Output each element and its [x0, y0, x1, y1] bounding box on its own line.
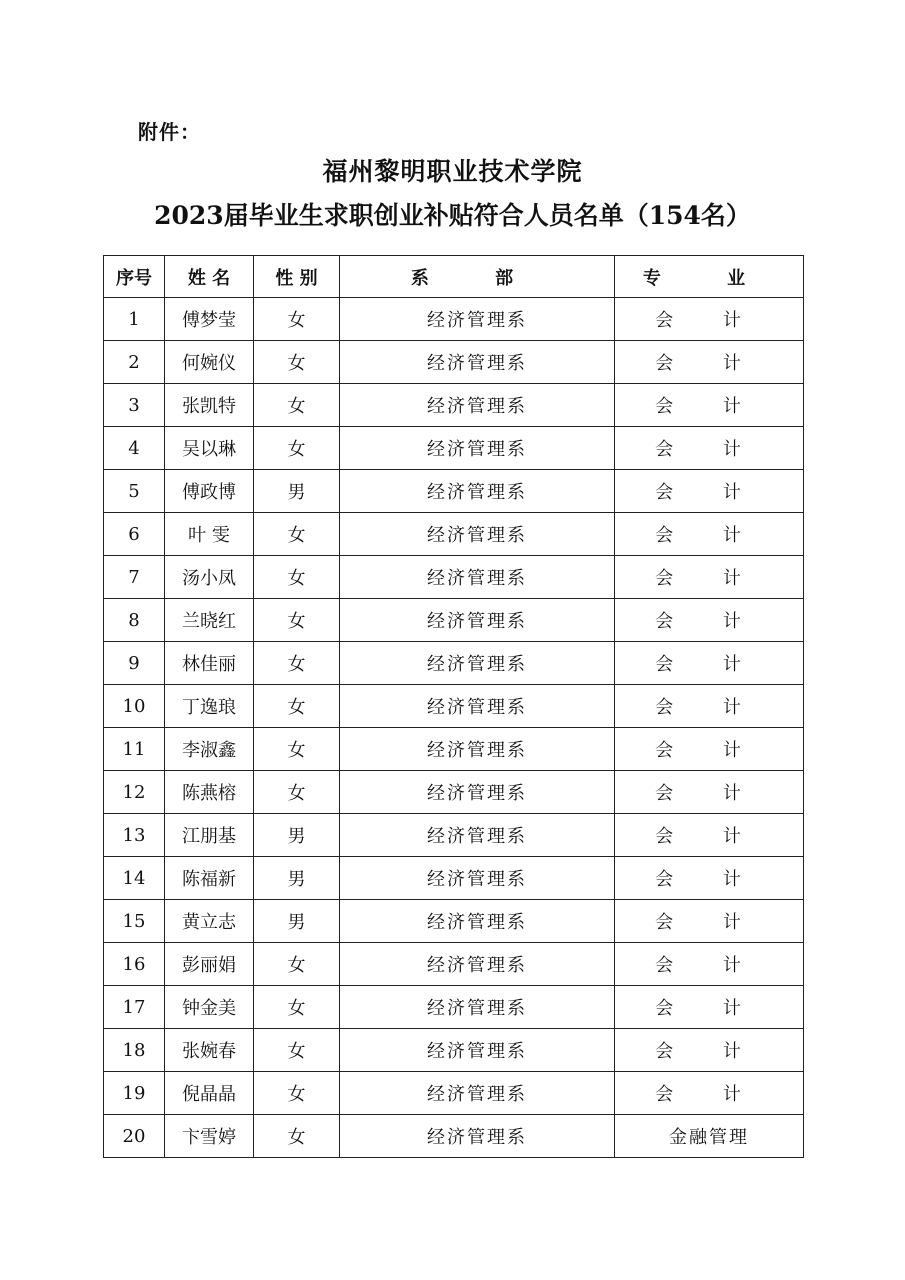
cell-gender: 女 — [254, 341, 340, 384]
cell-name: 何婉仪 — [165, 341, 254, 384]
cell-department: 经济管理系 — [340, 470, 615, 513]
cell-department: 经济管理系 — [340, 1029, 615, 1072]
cell-index: 15 — [104, 900, 165, 943]
cell-index: 16 — [104, 943, 165, 986]
cell-gender: 女 — [254, 298, 340, 341]
table-row — [104, 556, 804, 599]
cell-major: 会 计 — [615, 341, 804, 384]
cell-index: 13 — [104, 814, 165, 857]
cell-name: 林佳丽 — [165, 642, 254, 685]
table-row — [104, 986, 804, 1029]
cell-major: 会 计 — [615, 470, 804, 513]
cell-major: 会 计 — [615, 814, 804, 857]
cell-department: 经济管理系 — [340, 986, 615, 1029]
table-row — [104, 1072, 804, 1115]
cell-name: 傅梦莹 — [165, 298, 254, 341]
table-row — [104, 728, 804, 771]
cell-gender: 女 — [254, 642, 340, 685]
cell-name: 黄立志 — [165, 900, 254, 943]
cell-department: 经济管理系 — [340, 556, 615, 599]
cell-department: 经济管理系 — [340, 642, 615, 685]
cell-gender: 女 — [254, 771, 340, 814]
cell-major: 会 计 — [615, 857, 804, 900]
cell-major: 会 计 — [615, 427, 804, 470]
document-subtitle: 2023届毕业生求职创业补贴符合人员名单（154名） — [154, 201, 751, 230]
cell-index: 10 — [104, 685, 165, 728]
cell-index: 17 — [104, 986, 165, 1029]
cell-major: 会 计 — [615, 642, 804, 685]
cell-department: 经济管理系 — [340, 943, 615, 986]
cell-index: 18 — [104, 1029, 165, 1072]
cell-index: 6 — [104, 513, 165, 556]
table-row — [104, 685, 804, 728]
cell-department: 经济管理系 — [340, 298, 615, 341]
cell-major: 会 计 — [615, 513, 804, 556]
cell-major: 金融管理 — [615, 1115, 804, 1158]
cell-index: 3 — [104, 384, 165, 427]
cell-gender: 女 — [254, 1115, 340, 1158]
cell-name: 兰晓红 — [165, 599, 254, 642]
cell-index: 19 — [104, 1072, 165, 1115]
table-row — [104, 427, 804, 470]
cell-major: 会 计 — [615, 685, 804, 728]
roster-body — [104, 298, 804, 1158]
cell-gender: 女 — [254, 728, 340, 771]
cell-name: 吴以琳 — [165, 427, 254, 470]
cell-gender: 男 — [254, 814, 340, 857]
cell-department: 经济管理系 — [340, 814, 615, 857]
cell-name: 陈燕榕 — [165, 771, 254, 814]
cell-department: 经济管理系 — [340, 857, 615, 900]
cell-department: 经济管理系 — [340, 513, 615, 556]
cell-name: 陈福新 — [165, 857, 254, 900]
header-major: 专 业 — [615, 256, 804, 298]
cell-major: 会 计 — [615, 384, 804, 427]
header-name: 姓 名 — [165, 256, 254, 298]
cell-name: 张婉春 — [165, 1029, 254, 1072]
table-row — [104, 943, 804, 986]
cell-gender: 女 — [254, 1029, 340, 1072]
cell-name: 丁逸琅 — [165, 685, 254, 728]
cell-department: 经济管理系 — [340, 384, 615, 427]
cell-major: 会 计 — [615, 599, 804, 642]
table-row — [104, 1115, 804, 1158]
table-row — [104, 513, 804, 556]
cell-major: 会 计 — [615, 556, 804, 599]
cell-major: 会 计 — [615, 943, 804, 986]
table-header-row — [104, 256, 804, 298]
cell-index: 2 — [104, 341, 165, 384]
cell-gender: 女 — [254, 427, 340, 470]
cell-index: 8 — [104, 599, 165, 642]
cell-index: 11 — [104, 728, 165, 771]
cell-name: 卞雪婷 — [165, 1115, 254, 1158]
document-title: 福州黎明职业技术学院 — [322, 157, 583, 186]
cell-index: 5 — [104, 470, 165, 513]
cell-department: 经济管理系 — [340, 685, 615, 728]
cell-department: 经济管理系 — [340, 341, 615, 384]
roster-table — [103, 255, 804, 1158]
cell-name: 钟金美 — [165, 986, 254, 1029]
cell-gender: 女 — [254, 513, 340, 556]
cell-index: 9 — [104, 642, 165, 685]
cell-gender: 女 — [254, 1072, 340, 1115]
cell-department: 经济管理系 — [340, 1115, 615, 1158]
table-row — [104, 384, 804, 427]
cell-gender: 男 — [254, 857, 340, 900]
cell-department: 经济管理系 — [340, 1072, 615, 1115]
cell-major: 会 计 — [615, 1072, 804, 1115]
table-row — [104, 771, 804, 814]
cell-index: 1 — [104, 298, 165, 341]
table-row — [104, 642, 804, 685]
cell-gender: 女 — [254, 384, 340, 427]
table-row — [104, 1029, 804, 1072]
table-row — [104, 470, 804, 513]
header-index: 序号 — [104, 256, 165, 298]
cell-index: 4 — [104, 427, 165, 470]
table-row — [104, 900, 804, 943]
cell-department: 经济管理系 — [340, 427, 615, 470]
table-row — [104, 599, 804, 642]
table-row — [104, 857, 804, 900]
cell-major: 会 计 — [615, 771, 804, 814]
cell-gender: 女 — [254, 986, 340, 1029]
cell-major: 会 计 — [615, 900, 804, 943]
cell-major: 会 计 — [615, 1029, 804, 1072]
attachment-label: 附件： — [138, 120, 201, 144]
cell-gender: 男 — [254, 900, 340, 943]
cell-gender: 女 — [254, 556, 340, 599]
cell-name: 李淑鑫 — [165, 728, 254, 771]
table-row — [104, 341, 804, 384]
cell-name: 张凯特 — [165, 384, 254, 427]
cell-department: 经济管理系 — [340, 771, 615, 814]
cell-gender: 女 — [254, 599, 340, 642]
cell-name: 汤小凤 — [165, 556, 254, 599]
cell-index: 20 — [104, 1115, 165, 1158]
cell-major: 会 计 — [615, 298, 804, 341]
cell-index: 12 — [104, 771, 165, 814]
cell-name: 江朋基 — [165, 814, 254, 857]
cell-major: 会 计 — [615, 728, 804, 771]
table-row — [104, 814, 804, 857]
cell-name: 倪晶晶 — [165, 1072, 254, 1115]
cell-name: 叶 雯 — [165, 513, 254, 556]
cell-gender: 女 — [254, 943, 340, 986]
cell-department: 经济管理系 — [340, 599, 615, 642]
cell-gender: 男 — [254, 470, 340, 513]
cell-department: 经济管理系 — [340, 728, 615, 771]
cell-name: 傅政博 — [165, 470, 254, 513]
cell-department: 经济管理系 — [340, 900, 615, 943]
cell-index: 7 — [104, 556, 165, 599]
cell-name: 彭丽娟 — [165, 943, 254, 986]
header-gender: 性 别 — [254, 256, 340, 298]
cell-gender: 女 — [254, 685, 340, 728]
cell-index: 14 — [104, 857, 165, 900]
header-department: 系 部 — [340, 256, 615, 298]
cell-major: 会 计 — [615, 986, 804, 1029]
table-row — [104, 298, 804, 341]
